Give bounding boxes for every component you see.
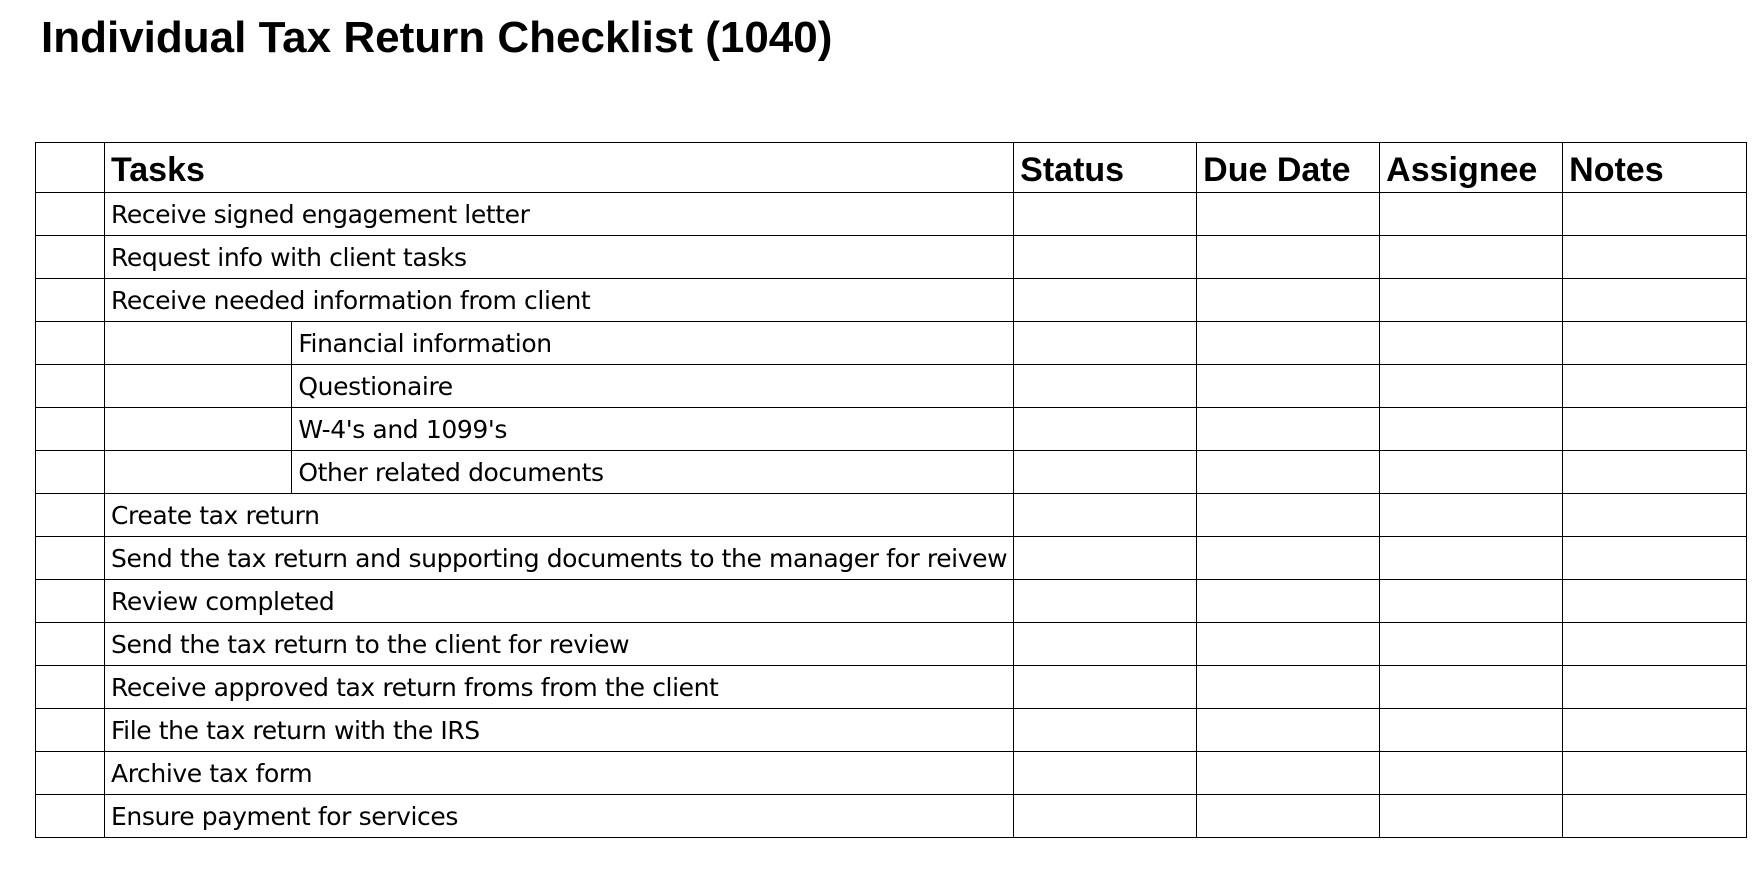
notes-cell[interactable] [1563, 795, 1747, 838]
notes-cell[interactable] [1563, 408, 1747, 451]
checklist-table [35, 142, 1747, 838]
row-index-cell[interactable] [36, 322, 105, 365]
task-cell[interactable]: Send the tax return to the client for review [105, 623, 1014, 666]
notes-cell[interactable] [1563, 279, 1747, 322]
status-cell[interactable] [1014, 408, 1197, 451]
notes-cell[interactable] [1563, 193, 1747, 236]
table-row [36, 322, 1747, 365]
assignee-cell[interactable] [1380, 666, 1563, 709]
task-cell[interactable]: Send the tax return and supporting documents to the manager for reivew [105, 537, 1014, 580]
row-index-cell[interactable] [36, 666, 105, 709]
subtask-cell[interactable]: Financial information [292, 322, 1014, 365]
notes-cell[interactable] [1563, 752, 1747, 795]
task-cell[interactable]: Receive needed information from client [105, 279, 1014, 322]
notes-cell[interactable] [1563, 494, 1747, 537]
header-row [36, 143, 1747, 193]
indent-cell [105, 322, 292, 365]
status-cell[interactable] [1014, 279, 1197, 322]
table-row [36, 408, 1747, 451]
status-cell[interactable] [1014, 365, 1197, 408]
assignee-cell[interactable] [1380, 365, 1563, 408]
indent-cell [105, 408, 292, 451]
page-title: Individual Tax Return Checklist (1040) [41, 13, 833, 62]
assignee-cell[interactable] [1380, 709, 1563, 752]
notes-cell[interactable] [1563, 451, 1747, 494]
row-index-cell[interactable] [36, 795, 105, 838]
row-index-cell[interactable] [36, 408, 105, 451]
status-cell[interactable] [1014, 193, 1197, 236]
status-cell[interactable] [1014, 494, 1197, 537]
due-date-cell[interactable] [1197, 623, 1380, 666]
row-index-cell[interactable] [36, 236, 105, 279]
due-date-cell[interactable] [1197, 709, 1380, 752]
row-index-cell[interactable] [36, 752, 105, 795]
notes-cell[interactable] [1563, 537, 1747, 580]
due-date-cell[interactable] [1197, 494, 1380, 537]
task-cell[interactable]: File the tax return with the IRS [105, 709, 1014, 752]
due-date-cell[interactable] [1197, 279, 1380, 322]
due-date-cell[interactable] [1197, 795, 1380, 838]
due-date-cell[interactable] [1197, 322, 1380, 365]
indent-cell [105, 365, 292, 408]
row-index-cell[interactable] [36, 623, 105, 666]
assignee-cell[interactable] [1380, 451, 1563, 494]
table-row [36, 752, 1747, 795]
notes-cell[interactable] [1563, 666, 1747, 709]
table-row [36, 193, 1747, 236]
indent-cell [105, 451, 292, 494]
row-index-cell[interactable] [36, 193, 105, 236]
notes-cell[interactable] [1563, 623, 1747, 666]
task-cell[interactable]: Review completed [105, 580, 1014, 623]
assignee-cell[interactable] [1380, 623, 1563, 666]
table-row [36, 537, 1747, 580]
status-cell[interactable] [1014, 236, 1197, 279]
task-cell[interactable]: Receive signed engagement letter [105, 193, 1014, 236]
status-cell[interactable] [1014, 752, 1197, 795]
status-cell[interactable] [1014, 580, 1197, 623]
due-date-cell[interactable] [1197, 365, 1380, 408]
table-row [36, 494, 1747, 537]
due-date-cell[interactable] [1197, 236, 1380, 279]
table-row [36, 279, 1747, 322]
header-status: Status [1014, 143, 1197, 193]
table-row [36, 623, 1747, 666]
assignee-cell[interactable] [1380, 752, 1563, 795]
header-assignee: Assignee [1380, 143, 1563, 193]
notes-cell[interactable] [1563, 365, 1747, 408]
assignee-cell[interactable] [1380, 580, 1563, 623]
header-due-date: Due Date [1197, 143, 1380, 193]
task-cell[interactable]: Receive approved tax return froms from the client [105, 666, 1014, 709]
notes-cell[interactable] [1563, 709, 1747, 752]
status-cell[interactable] [1014, 795, 1197, 838]
status-cell[interactable] [1014, 537, 1197, 580]
subtask-cell[interactable]: W-4's and 1099's [292, 408, 1014, 451]
notes-cell[interactable] [1563, 580, 1747, 623]
task-cell[interactable]: Create tax return [105, 494, 1014, 537]
assignee-cell[interactable] [1380, 795, 1563, 838]
due-date-cell[interactable] [1197, 752, 1380, 795]
status-cell[interactable] [1014, 666, 1197, 709]
row-index-cell[interactable] [36, 279, 105, 322]
table-row [36, 795, 1747, 838]
due-date-cell[interactable] [1197, 451, 1380, 494]
assignee-cell[interactable] [1380, 494, 1563, 537]
row-index-cell[interactable] [36, 537, 105, 580]
assignee-cell[interactable] [1380, 537, 1563, 580]
status-cell[interactable] [1014, 623, 1197, 666]
task-cell[interactable]: Request info with client tasks [105, 236, 1014, 279]
status-cell[interactable] [1014, 322, 1197, 365]
table-row [36, 580, 1747, 623]
status-cell[interactable] [1014, 451, 1197, 494]
subtask-cell[interactable]: Questionaire [292, 365, 1014, 408]
row-index-cell[interactable] [36, 709, 105, 752]
table-row [36, 451, 1747, 494]
task-cell[interactable]: Ensure payment for services [105, 795, 1014, 838]
table-row [36, 709, 1747, 752]
due-date-cell[interactable] [1197, 408, 1380, 451]
row-index-cell[interactable] [36, 494, 105, 537]
subtask-cell[interactable]: Other related documents [292, 451, 1014, 494]
status-cell[interactable] [1014, 709, 1197, 752]
assignee-cell[interactable] [1380, 322, 1563, 365]
due-date-cell[interactable] [1197, 193, 1380, 236]
assignee-cell[interactable] [1380, 236, 1563, 279]
due-date-cell[interactable] [1197, 666, 1380, 709]
task-cell[interactable]: Archive tax form [105, 752, 1014, 795]
assignee-cell[interactable] [1380, 408, 1563, 451]
assignee-cell[interactable] [1380, 279, 1563, 322]
table-row [36, 365, 1747, 408]
due-date-cell[interactable] [1197, 580, 1380, 623]
assignee-cell[interactable] [1380, 193, 1563, 236]
table-row [36, 666, 1747, 709]
table-row [36, 236, 1747, 279]
notes-cell[interactable] [1563, 322, 1747, 365]
header-tasks: Tasks [105, 143, 1014, 193]
header-notes: Notes [1563, 143, 1747, 193]
header-index-cell [36, 143, 105, 193]
row-index-cell[interactable] [36, 580, 105, 623]
notes-cell[interactable] [1563, 236, 1747, 279]
row-index-cell[interactable] [36, 451, 105, 494]
row-index-cell[interactable] [36, 365, 105, 408]
due-date-cell[interactable] [1197, 537, 1380, 580]
